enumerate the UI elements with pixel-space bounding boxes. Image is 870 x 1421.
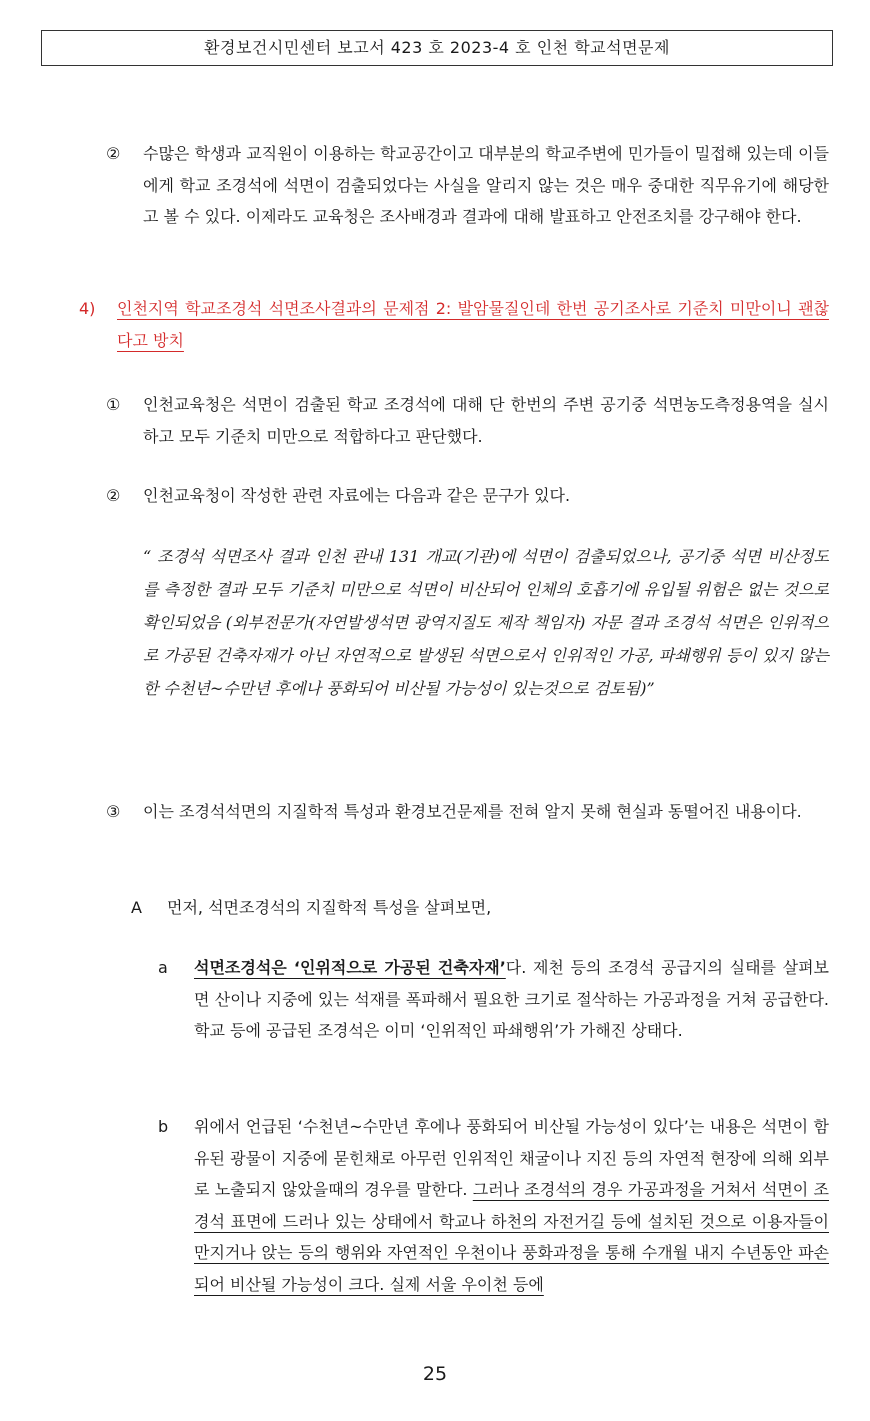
item-marker: A <box>131 898 142 917</box>
emphasis-text: 석면조경석은 ‘인위적으로 가공된 건축자재’ <box>194 958 506 977</box>
underlined-text: 그러나 조경석의 경우 가공과정을 거쳐서 석면이 조경석 표면에 드러나 있는 상태에서 학교나 하천의 자전거길 등에 설치된 것으로 이용자들이 만지거나 앉는 등의 행위와 자연적인 우천이나 풍화과정을 통해 수개월 내지 수년동안 파손되어 비산될 가능성이 크다. 실제 서울 우이천 등에 <box>194 1180 829 1294</box>
paragraph-2b: 인천교육청이 작성한 관련 자료에는 다음과 같은 문구가 있다. <box>143 486 571 505</box>
paragraph-b <box>194 1111 829 1300</box>
item-marker: ② <box>106 486 121 505</box>
section-title <box>117 293 829 356</box>
paragraph-a <box>194 952 829 1047</box>
item-marker: a <box>158 958 168 977</box>
paragraph-A: 먼저, 석면조경석의 지질학적 특성을 살펴보면, <box>167 898 492 917</box>
section-title-text: 인천지역 학교조경석 석면조사결과의 문제점 2: 발암물질인데 한번 공기조사로 기준치 미만이니 괜찮다고 방치 <box>117 299 829 350</box>
page-number: 25 <box>422 1363 448 1385</box>
item-marker: b <box>158 1117 169 1136</box>
paragraph-b-body: 위에서 언급된 ‘수천년~수만년 후에나 풍화되어 비산될 가능성이 있다’는 내용은 석면이 함유된 광물이 지중에 묻힌채로 아무런 인위적인 채굴이나 지진 등의 자연적 현장에 의해 외부로 노출되지 않았을때의 경우를 말한다. <box>194 1117 829 1199</box>
item-marker: ① <box>106 395 121 414</box>
item-marker: ② <box>106 144 121 163</box>
item-marker: ③ <box>106 802 121 821</box>
paragraph-2a: 수많은 학생과 교직원이 이용하는 학교공간이고 대부분의 학교주변에 민가들이 밀접해 있는데 이들에게 학교 조경석에 석면이 검출되었다는 사실을 알리지 않는 것은 매우 중대한 직무유기에 해당한고 볼 수 있다. 이제라도 교육청은 조사배경과 결과에 대해 발표하고 안전조치를 강구해야 한다. <box>143 144 829 226</box>
quoted-passage: “ 조경석 석면조사 결과 인천 관내 131 개교(기관)에 석면이 검출되었으나, 공기중 석면 비산정도를 측정한 결과 모두 기준치 미만으로 석면이 비산되어 인체의 호흡기에 유입될 위험은 없는 것으로 확인되었음 (외부전문가(자연발생석면 광역지질도 제작 책임자) 자문 결과 조경석 석면은 인위적으로 가공된 건축자재가 아닌 자연적으로 발생된 석면으로서 인위적인 가공, 파쇄행위 등이 있지 않는 한 수천년~수만년 후에나 풍화되어 비산될 가능성이 있는것으로 검토됨)” <box>143 547 829 698</box>
paragraph-3: 이는 조경석석면의 지질학적 특성과 환경보건문제를 전혀 알지 못해 현실과 동떨어진 내용이다. <box>143 802 802 821</box>
report-header: 환경보건시민센터 보고서 423 호 2023-4 호 인천 학교석면문제 <box>41 30 833 66</box>
section-number: 4) <box>79 299 96 318</box>
paragraph-a-body: 다. 제천 등의 조경석 공급지의 실태를 살펴보면 산이나 지중에 있는 석재를 폭파해서 필요한 크기로 절삭하는 가공과정을 거쳐 공급한다. 학교 등에 공급된 조경석은 이미 ‘인위적인 파쇄행위’가 가해진 상태다. <box>194 958 829 1040</box>
paragraph-1: 인천교육청은 석면이 검출된 학교 조경석에 대해 단 한번의 주변 공기중 석면농도측정용역을 실시하고 모두 기준치 미만으로 적합하다고 판단했다. <box>143 395 829 446</box>
